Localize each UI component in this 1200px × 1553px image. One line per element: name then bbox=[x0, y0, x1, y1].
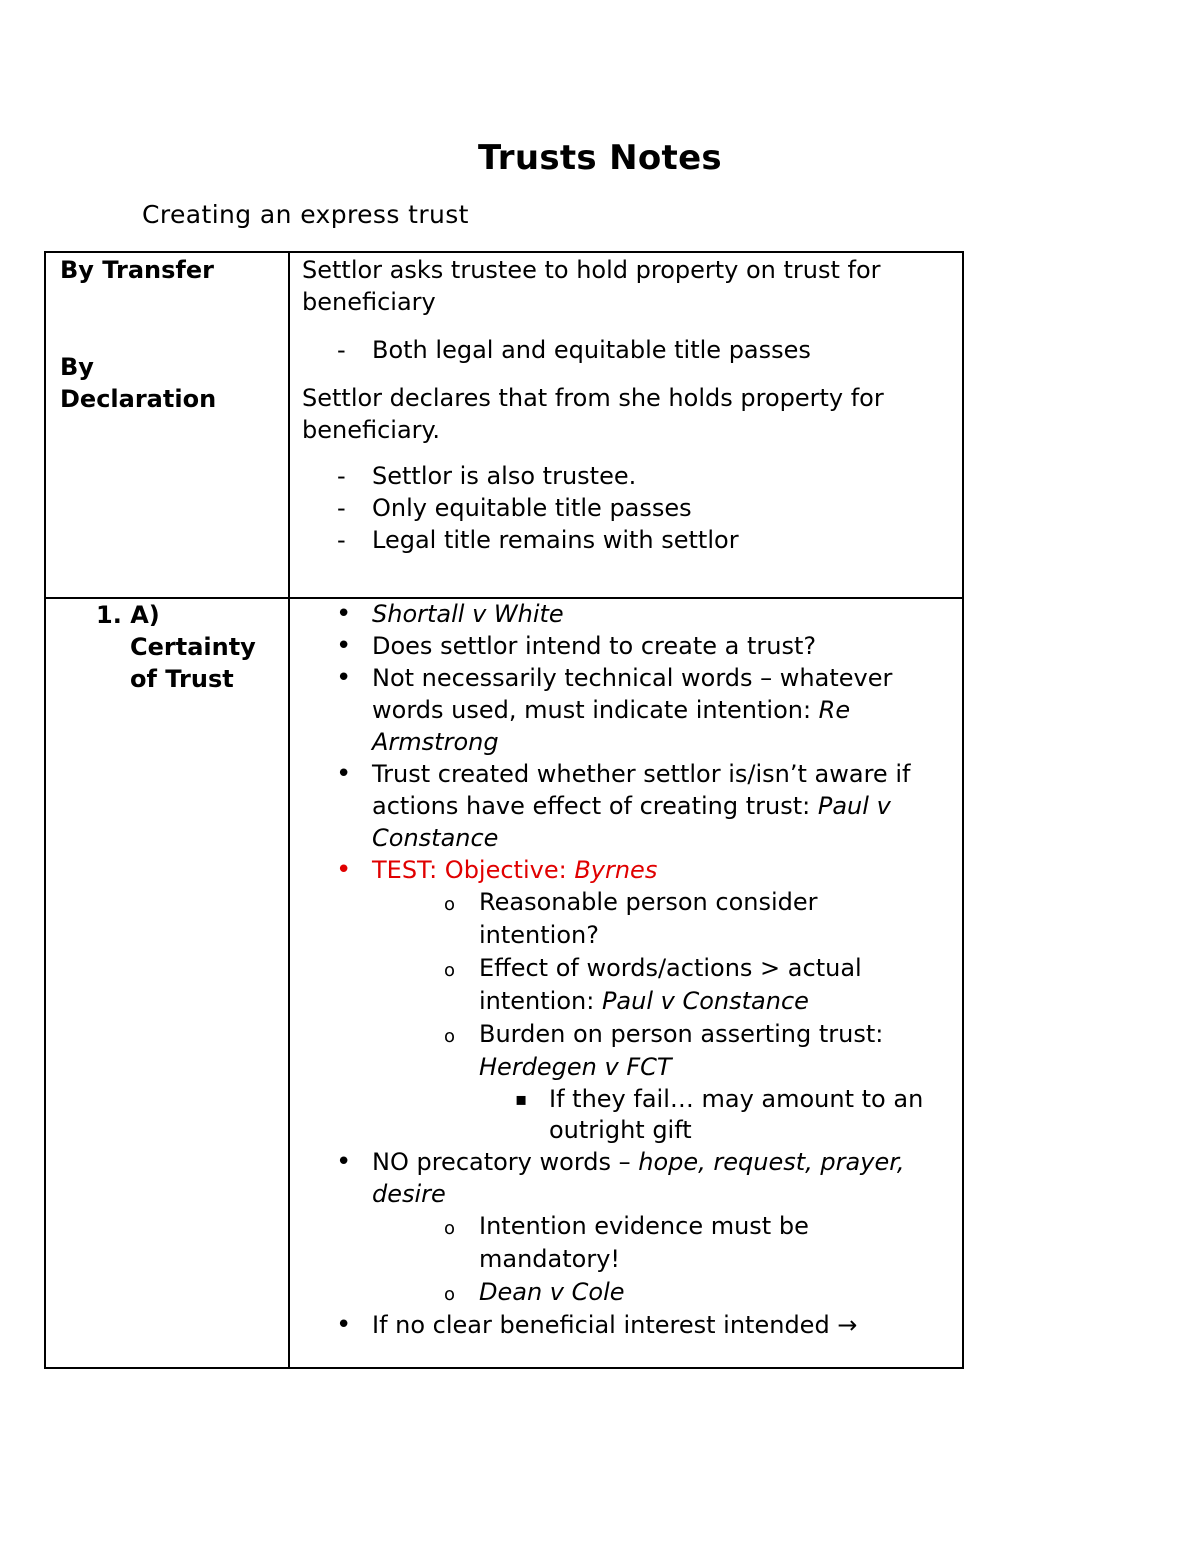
bullet-item bbox=[302, 758, 962, 854]
case-name: Byrnes bbox=[574, 856, 658, 884]
heading-by-declaration-2: Declaration bbox=[60, 385, 217, 413]
bullet-item bbox=[302, 598, 962, 630]
heading-number: 1. bbox=[96, 601, 122, 629]
heading-certainty-2: Certainty bbox=[130, 633, 256, 661]
sub-bullet-text: Burden on person asserting trust: bbox=[479, 1020, 884, 1048]
declaration-text-line: Settlor declares that from she holds property for bbox=[302, 384, 884, 412]
case-name: Herdegen v FCT bbox=[479, 1053, 672, 1081]
sub-sub-bullet-text: outright gift bbox=[549, 1116, 692, 1144]
row-content-cell bbox=[289, 598, 963, 1368]
sub-bullet-text: intention: bbox=[479, 987, 602, 1015]
bullet-item bbox=[302, 662, 962, 758]
bullet-text: words used, must indicate intention: bbox=[372, 696, 819, 724]
case-name: Armstrong bbox=[372, 728, 499, 756]
sub-bullet-text: Effect of words/actions > actual bbox=[479, 954, 862, 982]
declaration-dash-item: - Settlor is also trustee. bbox=[302, 460, 962, 492]
test-label: TEST: Objective: bbox=[372, 856, 575, 884]
case-name: Dean v Cole bbox=[479, 1278, 625, 1306]
sub-bullet-item bbox=[302, 1276, 962, 1309]
heading-by-declaration-1: By bbox=[60, 353, 94, 381]
precatory-words: desire bbox=[372, 1180, 446, 1208]
row-content-cell bbox=[289, 252, 963, 598]
case-name: Paul v bbox=[817, 792, 891, 820]
bullet-item: • Does settlor intend to create a trust? bbox=[302, 630, 962, 662]
sub-bullet-item bbox=[302, 952, 962, 1018]
page-title: Trusts Notes bbox=[478, 138, 722, 178]
row-heading-cell bbox=[45, 598, 289, 1368]
declaration-dash-item: - Legal title remains with settlor bbox=[302, 524, 962, 556]
heading-certainty-3: of Trust bbox=[130, 665, 234, 693]
sub-bullet-item bbox=[302, 1210, 962, 1276]
sub-bullet-item bbox=[302, 1018, 962, 1084]
heading-label: A) bbox=[130, 601, 160, 629]
bullet-item-test bbox=[302, 854, 962, 886]
page-subtitle: Creating an express trust bbox=[142, 200, 469, 229]
bullet-text: Trust created whether settlor is/isn’t aware if bbox=[372, 760, 911, 788]
bullet-text: Not necessarily technical words – whatever bbox=[372, 664, 893, 692]
sub-bullet-text: Reasonable person consider bbox=[479, 888, 818, 916]
row-heading-cell bbox=[45, 252, 289, 598]
sub-bullet-text: mandatory! bbox=[479, 1245, 621, 1273]
sub-bullet-text: Intention evidence must be bbox=[479, 1212, 809, 1240]
heading-certainty-1 bbox=[46, 599, 288, 631]
precatory-words: hope, request, prayer, bbox=[638, 1148, 905, 1176]
sub-sub-bullet-item bbox=[302, 1084, 962, 1146]
bullet-item: • If no clear beneficial interest intended → bbox=[302, 1309, 962, 1341]
declaration-text-line: beneficiary. bbox=[302, 416, 440, 444]
transfer-text-line: beneficiary bbox=[302, 288, 436, 316]
sub-bullet-text: intention? bbox=[479, 921, 599, 949]
bullet-item bbox=[302, 1146, 962, 1210]
notes-table bbox=[44, 251, 964, 1369]
case-name: Constance bbox=[372, 824, 499, 852]
case-name: Paul v Constance bbox=[601, 987, 809, 1015]
sub-bullet-item bbox=[302, 886, 962, 952]
heading-by-transfer: By Transfer bbox=[60, 256, 214, 284]
transfer-dash-item: - Both legal and equitable title passes bbox=[302, 334, 962, 366]
bullet-text: actions have effect of creating trust: bbox=[372, 792, 818, 820]
transfer-text-line: Settlor asks trustee to hold property on trust for bbox=[302, 256, 881, 284]
sub-sub-bullet-text: If they fail… may amount to an bbox=[549, 1085, 924, 1113]
table-row bbox=[45, 598, 963, 1368]
case-name: Re bbox=[818, 696, 851, 724]
declaration-dash-item: - Only equitable title passes bbox=[302, 492, 962, 524]
bullet-text: NO precatory words – bbox=[372, 1148, 639, 1176]
case-name: Shortall v White bbox=[372, 600, 564, 628]
table-row bbox=[45, 252, 963, 598]
